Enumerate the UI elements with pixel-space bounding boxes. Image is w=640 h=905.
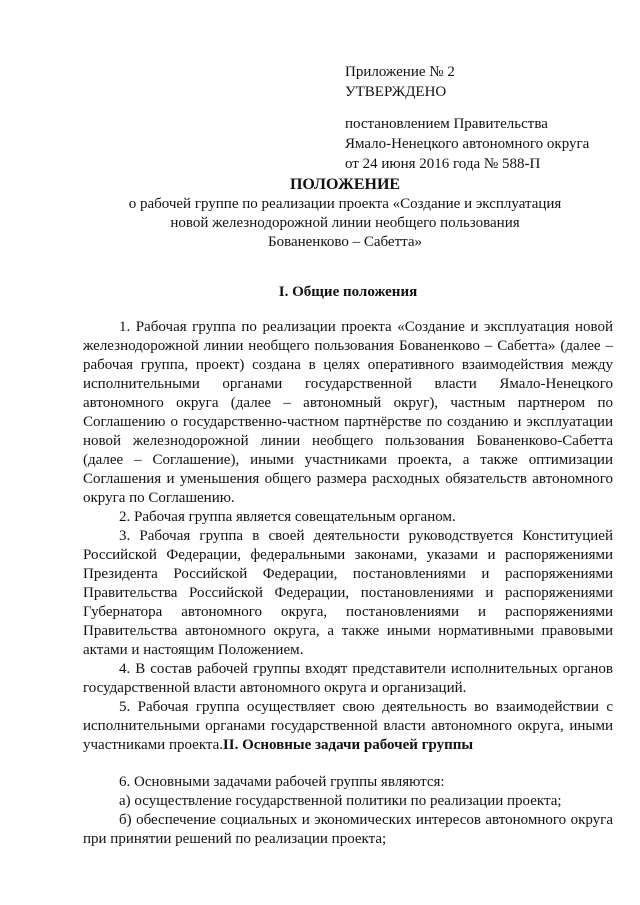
paragraph-6: 6. Основными задачами рабочей группы являются: — [119, 774, 445, 790]
section-1-body — [83, 318, 613, 755]
paragraph-4: 4. В состав рабочей группы входят представители исполнительных органов государственной власти автономного округа и организаций. — [83, 661, 613, 696]
document-subtitle-line-2: новой железнодорожной линии необщего пользования — [170, 215, 520, 231]
paragraph-6b: б) обеспечение социальных и экономических интересов автономного округа при принятии решений по реализации проекта; — [83, 812, 613, 847]
document-title-block — [90, 175, 600, 252]
approval-line-resolution: постановлением Правительства — [345, 116, 548, 132]
section-2-body — [83, 773, 613, 849]
appendix-number: Приложение № 2 — [345, 64, 455, 80]
paragraph-3: 3. Рабочая группа в своей деятельности руководствуется Конституцией Российской Федерации, федеральными законами, указами и распоряжениями Президента Российской Федерации, постановлениями и распоряжениями Правительства Российской Федерации, постановлениями и распоряжениями Губернатора автономного округа, постановлениями и распоряжениями Правительства автономного округа, а также иными нормативными правовыми актами и настоящим Положением. — [83, 528, 613, 658]
paragraph-1: 1. Рабочая группа по реализации проекта «Создание и эксплуатация новой железнодорожной линии необщего пользования Бованенково – Сабетта» (далее – рабочая группа, проект) создана в целях оперативного взаимодействия между исполнительными органами государственной власти Ямало-Ненецкого автономного округа (далее – автономный округ), частным партнером по Соглашению о государственно-частном партнёрстве по созданию и эксплуатации новой железнодорожной линии необщего пользования Бованенково-Сабетта (далее – Соглашение), иными участниками проекта, а также оптимизации Соглашения и уменьшения общего размера расходных обязательств автономного округа по Соглашению. — [83, 319, 613, 506]
approval-stamp — [345, 62, 625, 174]
approval-line-date: от 24 июня 2016 года № 588-П — [345, 156, 541, 172]
section-2-heading: II. Основные задачи рабочей группы — [222, 737, 474, 753]
document-subtitle-line-3: Бованенково – Сабетта» — [267, 234, 423, 250]
approval-line-region: Ямало-Ненецкого автономного округа — [345, 136, 590, 152]
document-subtitle-line-1: о рабочей группе по реализации проекта «Создание и эксплуатация — [128, 196, 562, 212]
document-title: ПОЛОЖЕНИЕ — [289, 176, 401, 193]
approved-label: УТВЕРЖДЕНО — [345, 84, 447, 100]
paragraph-2: 2. Рабочая группа является совещательным органом. — [119, 509, 456, 525]
paragraph-5: 5. Рабочая группа осуществляет свою деятельность во взаимодействии с исполнительными органами государственной власти автономного округа, иными участниками проекта. — [83, 699, 613, 753]
section-1-heading: I. Общие положения — [278, 284, 418, 300]
paragraph-6a: а) осуществление государственной политики по реализации проекта; — [119, 793, 562, 809]
